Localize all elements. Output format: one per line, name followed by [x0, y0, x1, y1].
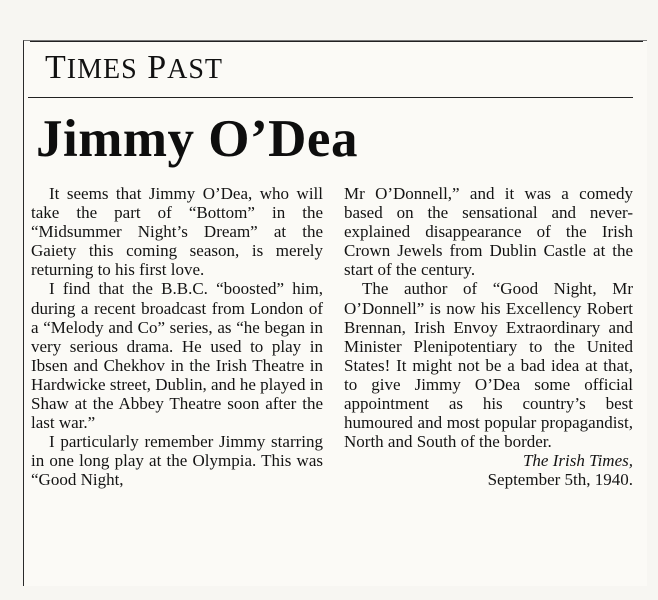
header-rule: [28, 97, 633, 98]
paragraph: I find that the B.B.C. “boosted” him, during a recent broadcast from London of a “Melody and Co” series, as “he began in very serious drama. He used to play in Ibsen and Chekhov in the Irish Theatre in Hardwicke street, Dublin, and he played in Shaw at the Abbey Theatre soon after the last war.”: [31, 279, 323, 433]
newspaper-clipping: [23, 40, 647, 586]
paragraph: It seems that Jimmy O’Dea, who will take the part of “Bottom” in the “Midsummer Night’s Dream” at the Gaiety this coming season, is merely returning to his first love.: [31, 184, 323, 280]
paragraph: I particularly remember Jimmy starring in one long play at the Olympia. This was “Good Night,: [31, 432, 323, 490]
paragraph: Mr O’Donnell,” and it was a comedy based on the sensational and never-explained disappearance of the Irish Crown Jewels from Dublin Castle at the start of the century.: [344, 184, 633, 280]
right-column: [344, 184, 633, 490]
section-title-text: TIMES PAST: [45, 49, 224, 86]
attribution: [344, 451, 633, 489]
publication-date: September 5th, 1940.: [487, 470, 633, 490]
top-rule: [30, 41, 643, 42]
article-headline: Jimmy O’Dea: [36, 110, 358, 168]
paragraph: The author of “Good Night, Mr O’Donnell” is now his Excellency Robert Brennan, Irish Envoy Extraordinary and Minister Plenipotentiary to the United States! It might not be a bad idea at that, to give Jimmy O’Dea some official appointment as his country’s best humoured and most popular propagandist, North and South of the border.: [344, 279, 633, 452]
source-name: The Irish Times,: [522, 451, 633, 471]
left-column: [31, 184, 323, 490]
section-title: [45, 43, 223, 95]
